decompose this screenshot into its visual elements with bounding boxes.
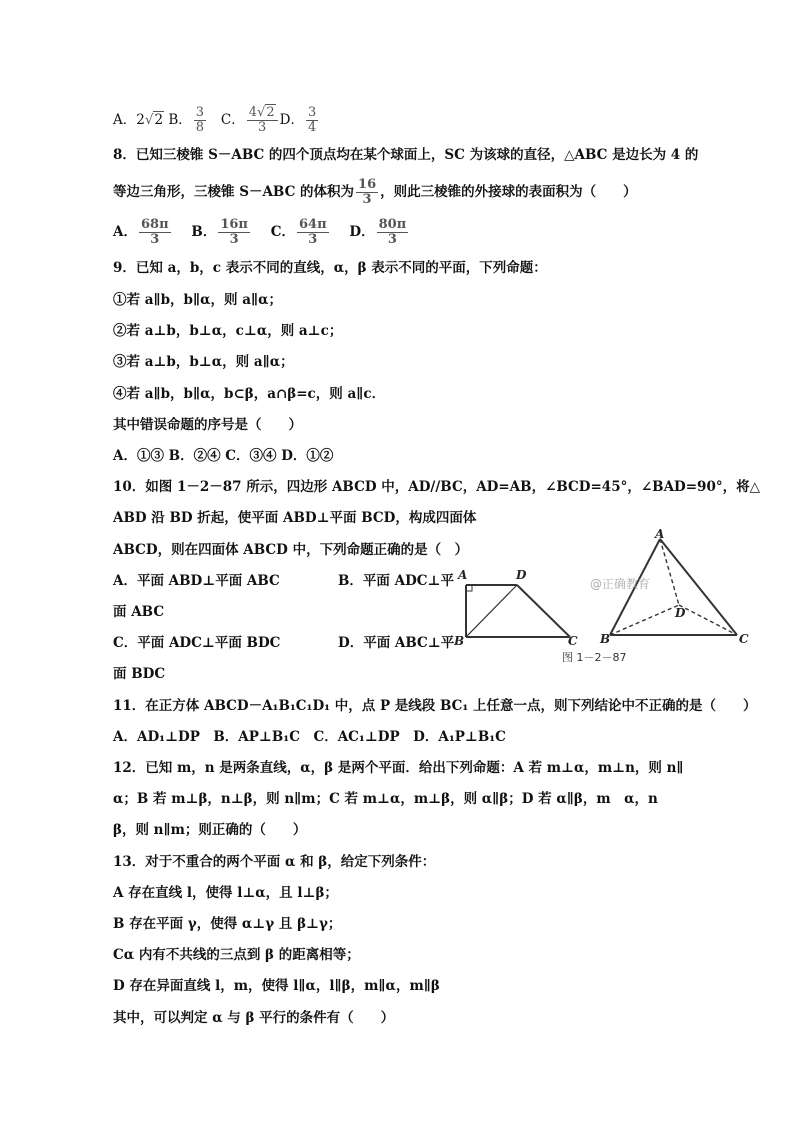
q8-option-b-fraction: $\frac{16\pi}{3}$ — [220, 217, 248, 247]
fraction-denominator: 8 — [195, 120, 205, 135]
q8-option-a-label: A． — [113, 224, 137, 240]
label-c-left: C — [568, 634, 578, 648]
fraction-denominator: 4 — [307, 120, 317, 135]
q8-option-a-fraction: $\frac{68\pi}{3}$ — [140, 217, 169, 247]
fraction-root: 2 — [266, 105, 275, 120]
label-a-left: A — [458, 568, 468, 582]
q8-option-b-label: B． — [191, 224, 217, 240]
q9-proposition-1: ①若 a∥b，b∥α，则 a∥α； — [113, 292, 282, 308]
figure-caption: 图 1－2－87 — [562, 651, 627, 664]
quadrilateral — [466, 585, 570, 637]
q11-stem: 11．在正方体 ABCD－A₁B₁C₁D₁ 中，点 P 是线段 BC₁ 上任意一点，则下列结论中不正确的是（ ） — [113, 698, 757, 714]
q7-option-c-prefix: C． — [220, 112, 245, 128]
q13-question: 其中，可以判定 α 与 β 平行的条件有（ ） — [113, 1010, 395, 1026]
label-d-left: D — [516, 568, 527, 582]
label-b-left: B — [454, 634, 465, 648]
q7-option-c-fraction: $\frac{4√2}{3}$ — [247, 106, 278, 135]
q8-line-2 — [113, 178, 637, 207]
q10-option-c: C．平面 ADC⊥平面 BDC — [113, 635, 281, 651]
q8-option-d-fraction: $\frac{80\pi}{3}$ — [378, 217, 407, 247]
q10-line-3: ABCD，则在四面体 ABCD 中，下列命题正确的是（ ） — [113, 542, 469, 558]
q9-proposition-4: ④若 a∥b，b∥α，b⊂β，a∩β=c，则 a∥c． — [113, 386, 386, 402]
q13-stem: 13．对于不重合的两个平面 α 和 β，给定下列条件： — [113, 854, 436, 870]
edge-bd-dashed — [610, 605, 679, 635]
q7-options: A．2√2 B． $\frac{3}{8}$ C． $\frac{4√2}{3}$ D． $\frac{3}{4}$ — [113, 105, 317, 135]
q13-condition-b: B 存在平面 γ，使得 α⊥γ 且 β⊥γ； — [113, 916, 342, 932]
q13-condition-a: A 存在直线 l，使得 l⊥α，且 l⊥β； — [113, 885, 338, 901]
q10-line-1: 10．如图 1－2－87 所示，四边形 ABCD 中，AD//BC，AD=AB，∠BCD=45°，∠BAD=90°，将△ — [113, 479, 760, 495]
q8-option-d-label: D． — [349, 224, 375, 240]
q12-line-2: α；B 若 m⊥β，n⊥β，则 n∥m；C 若 m⊥α，m⊥β，则 α∥β；D 若 α∥β，m α，n — [113, 791, 658, 807]
q9-proposition-3: ③若 a⊥b，b⊥α，则 a∥α； — [113, 354, 294, 370]
q7-option-b-prefix: B． — [168, 112, 192, 128]
q12-line-3: β，则 n∥m；则正确的（ ） — [113, 822, 307, 838]
q7-option-d-prefix: D． — [279, 112, 304, 128]
label-d-right: D — [675, 606, 686, 620]
fraction-numerator: 3 — [195, 105, 205, 120]
q10-line-2: ABD 沿 BD 折起，使平面 ABD⊥平面 BCD，构成四面体 — [113, 510, 477, 526]
q7-option-a-root: 2 — [154, 112, 164, 128]
q7-option-a-prefix: A．2 — [113, 112, 145, 128]
q8-option-c-fraction: $\frac{64\pi}{3}$ — [299, 217, 327, 247]
fraction-denominator: 3 — [258, 120, 267, 135]
label-b-right: B — [600, 632, 611, 646]
q8-line-2-pre: 等边三角形，三棱锥 S－ABC 的体积为 — [113, 184, 355, 200]
q9-stem: 9．已知 a，b，c 表示不同的直线，α，β 表示不同的平面，下列命题： — [113, 260, 547, 276]
q10-option-a: A．平面 ABD⊥平面 ABC — [113, 573, 280, 589]
edge-dc-dashed — [679, 605, 737, 635]
q8-line-2-post: ，则此三棱锥的外接球的表面积为（ ） — [380, 184, 637, 200]
q8-option-c-label: C． — [270, 224, 295, 240]
q12-line-1: 12．已知 m，n 是两条直线，α，β 是两个平面．给出下列命题：A 若 m⊥α，m⊥n，则 n∥ — [113, 760, 684, 776]
q9-options: A．①③ B．②④ C．③④ D．①② — [113, 448, 334, 464]
q7-option-b-fraction — [194, 106, 206, 135]
label-c-right: C — [739, 632, 749, 646]
q9-question: 其中错误命题的序号是（ ） — [113, 417, 302, 433]
watermark-text: @正确教育 — [590, 577, 651, 591]
q10-option-d-line-1: D．平面 ABC⊥平 — [338, 635, 455, 651]
q10-option-d-line-2: 面 BDC — [113, 666, 166, 682]
q10-figure — [450, 527, 760, 667]
q13-condition-d: D 存在异面直线 l，m，使得 l∥α，l∥β，m∥α，m∥β — [113, 978, 440, 994]
q10-figure-svg — [450, 527, 760, 667]
q10-option-b-line-1: B．平面 ADC⊥平 — [338, 573, 454, 589]
q9-proposition-2: ②若 a⊥b，b⊥α，c⊥α，则 a⊥c； — [113, 323, 343, 339]
q11-options: A．AD₁⊥DP B．AP⊥B₁C C．AC₁⊥DP D．A₁P⊥B₁C — [113, 729, 506, 745]
edge-dc — [517, 585, 570, 637]
edge-ac — [660, 539, 737, 635]
q8-line-1: 8．已知三棱锥 S－ABC 的四个顶点均在某个球面上，SC 为该球的直径，△ABC 是边长为 4 的 — [113, 147, 699, 163]
edge-ad-dashed — [660, 539, 679, 605]
label-a-right: A — [655, 527, 665, 541]
q10-option-b-line-2: 面 ABC — [113, 604, 165, 620]
fraction-coef: 4 — [248, 105, 258, 120]
q8-options — [113, 218, 410, 247]
edge-bd-diagonal — [466, 585, 517, 637]
q7-option-d-fraction — [306, 106, 318, 135]
q13-condition-c: Cα 内有不共线的三点到 β 的距离相等； — [113, 947, 360, 963]
fraction-numerator: 3 — [307, 105, 317, 120]
q8-volume-fraction: $\frac{16}{3}$ — [358, 177, 377, 207]
